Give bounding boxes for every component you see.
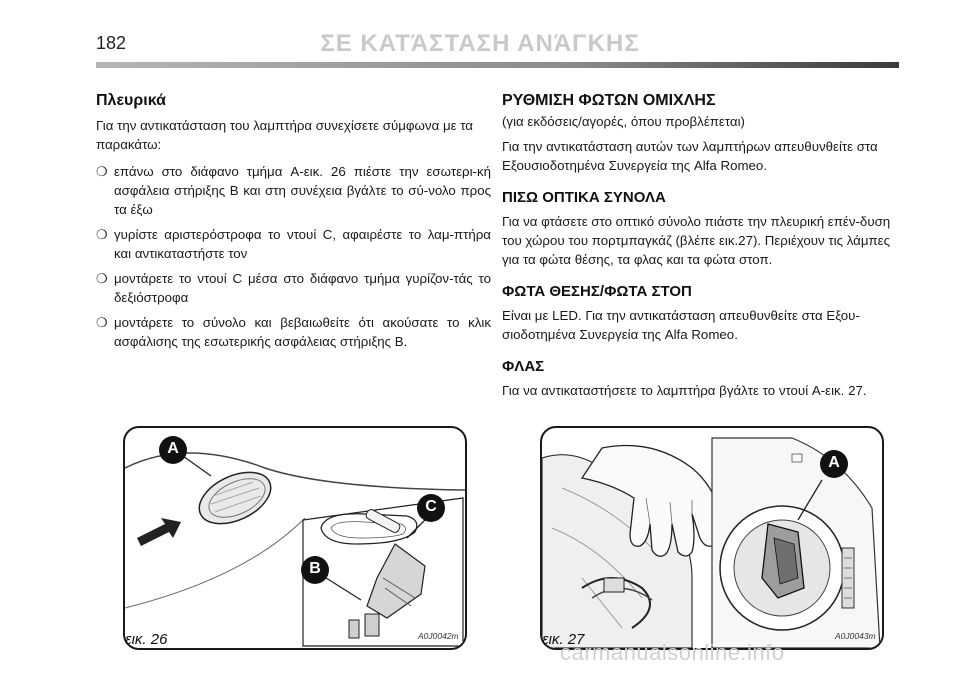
section-title-position-stop: ΦΩΤΑ ΘΕΣΗΣ/ΦΩΤΑ ΣΤΟΠ bbox=[502, 283, 692, 300]
section-title-rear-lights: ΠΙΣΩ ΟΠΤΙΚΑ ΣΥΝΟΛΑ bbox=[502, 189, 666, 206]
bullet-icon: ❍ bbox=[96, 271, 108, 286]
insert-arrow-icon bbox=[137, 518, 181, 546]
step-text: μοντάρετε το σύνολο και βεβαιωθείτε ότι ακούσατε το κλικ ασφάλισης της εσωτερικής ασφάλειας στήριξης B. bbox=[114, 315, 491, 349]
list-item bbox=[96, 225, 491, 263]
list-item bbox=[96, 269, 491, 307]
callout-c-label: C bbox=[425, 498, 437, 515]
side-light-illustration bbox=[125, 428, 465, 648]
figure-26-caption: εικ. 26 bbox=[125, 631, 168, 648]
steps-list bbox=[96, 162, 491, 351]
indicator-block bbox=[502, 358, 902, 400]
callout-a-label: A bbox=[167, 440, 179, 457]
figure-26-code: A0J0042m bbox=[418, 631, 459, 641]
watermark: carmanualsonline.info bbox=[560, 640, 785, 665]
section-title-indicator: ΦΛΑΣ bbox=[502, 358, 545, 375]
section-title-side-lights: Πλευρικά bbox=[96, 92, 166, 109]
figure-27 bbox=[540, 426, 884, 650]
figure-27-caption: εικ. 27 bbox=[542, 631, 585, 648]
right-column bbox=[502, 92, 902, 400]
header-rule bbox=[96, 62, 899, 68]
page-number: 182 bbox=[96, 33, 127, 53]
step-text: μοντάρετε το ντουί C μέσα στο διάφανο τμήμα γυρίζον-τάς το δεξιόστροφα bbox=[114, 271, 491, 305]
figure-27-code: A0J0043m bbox=[835, 631, 876, 641]
bullet-icon: ❍ bbox=[96, 227, 108, 242]
list-item bbox=[96, 162, 491, 219]
step-text: επάνω στο διάφανο τμήμα A-εικ. 26 πιέστε την εσωτερι-κή ασφάλεια στήριξης B και στη συνέχεια βγάλτε το σύ-νολο προς τα έξω bbox=[114, 164, 491, 217]
callout-a-label: A bbox=[828, 454, 840, 471]
callout-b-label: B bbox=[309, 560, 321, 577]
bullet-icon: ❍ bbox=[96, 164, 108, 179]
section-title-fog-lights: ΡΥΘΜΙΣΗ ΦΩΤΩΝ ΟΜΙΧΛΗΣ bbox=[502, 92, 716, 109]
left-column bbox=[96, 92, 491, 357]
fog-text: Για την αντικατάσταση αυτών των λαμπτήρων απευθυνθείτε στα Εξουσιοδοτημένα Συνεργεία της Alfa Romeo. bbox=[502, 139, 878, 173]
position-stop-text: Είναι με LED. Για την αντικατάσταση απευθυνθείτε στα Εξου-σιοδοτημένα Συνεργεία της Alfa Romeo. bbox=[502, 308, 860, 342]
figure-26 bbox=[123, 426, 467, 650]
rear-lights-block bbox=[502, 189, 902, 269]
list-item bbox=[96, 313, 491, 351]
bullet-icon: ❍ bbox=[96, 315, 108, 330]
step-text: γυρίστε αριστερόστροφα το ντουί C, αφαιρέστε το λαμ-πτήρα και αντικαταστήστε τον bbox=[114, 227, 491, 261]
fog-lights-block bbox=[502, 92, 902, 175]
chapter-title: ΣΕ ΚΑΤΆΣΤΑΣΗ ΑΝΆΓΚΗΣ bbox=[320, 30, 640, 57]
rear-text: Για να φτάσετε στο οπτικό σύνολο πιάστε την πλευρική επέν-δυση του χώρου του πορτμπαγκάζ (βλέπε εικ.27). Περιέχουν τις λάμπες για τα φώτα θέσης, τα φλας και τα φώτα στοπ. bbox=[502, 214, 891, 267]
position-stop-block bbox=[502, 283, 902, 344]
indicator-text: Για να αντικαταστήσετε το λαμπτήρα βγάλτε το ντουί A-εικ. 27. bbox=[502, 383, 867, 398]
intro-text: Για την αντικατάσταση του λαμπτήρα συνεχίσετε σύμφωνα με τα παρακάτω: bbox=[96, 118, 473, 152]
fog-subtitle: (για εκδόσεις/αγορές, όπου προβλέπεται) bbox=[502, 114, 745, 129]
lens-shape bbox=[191, 462, 278, 534]
